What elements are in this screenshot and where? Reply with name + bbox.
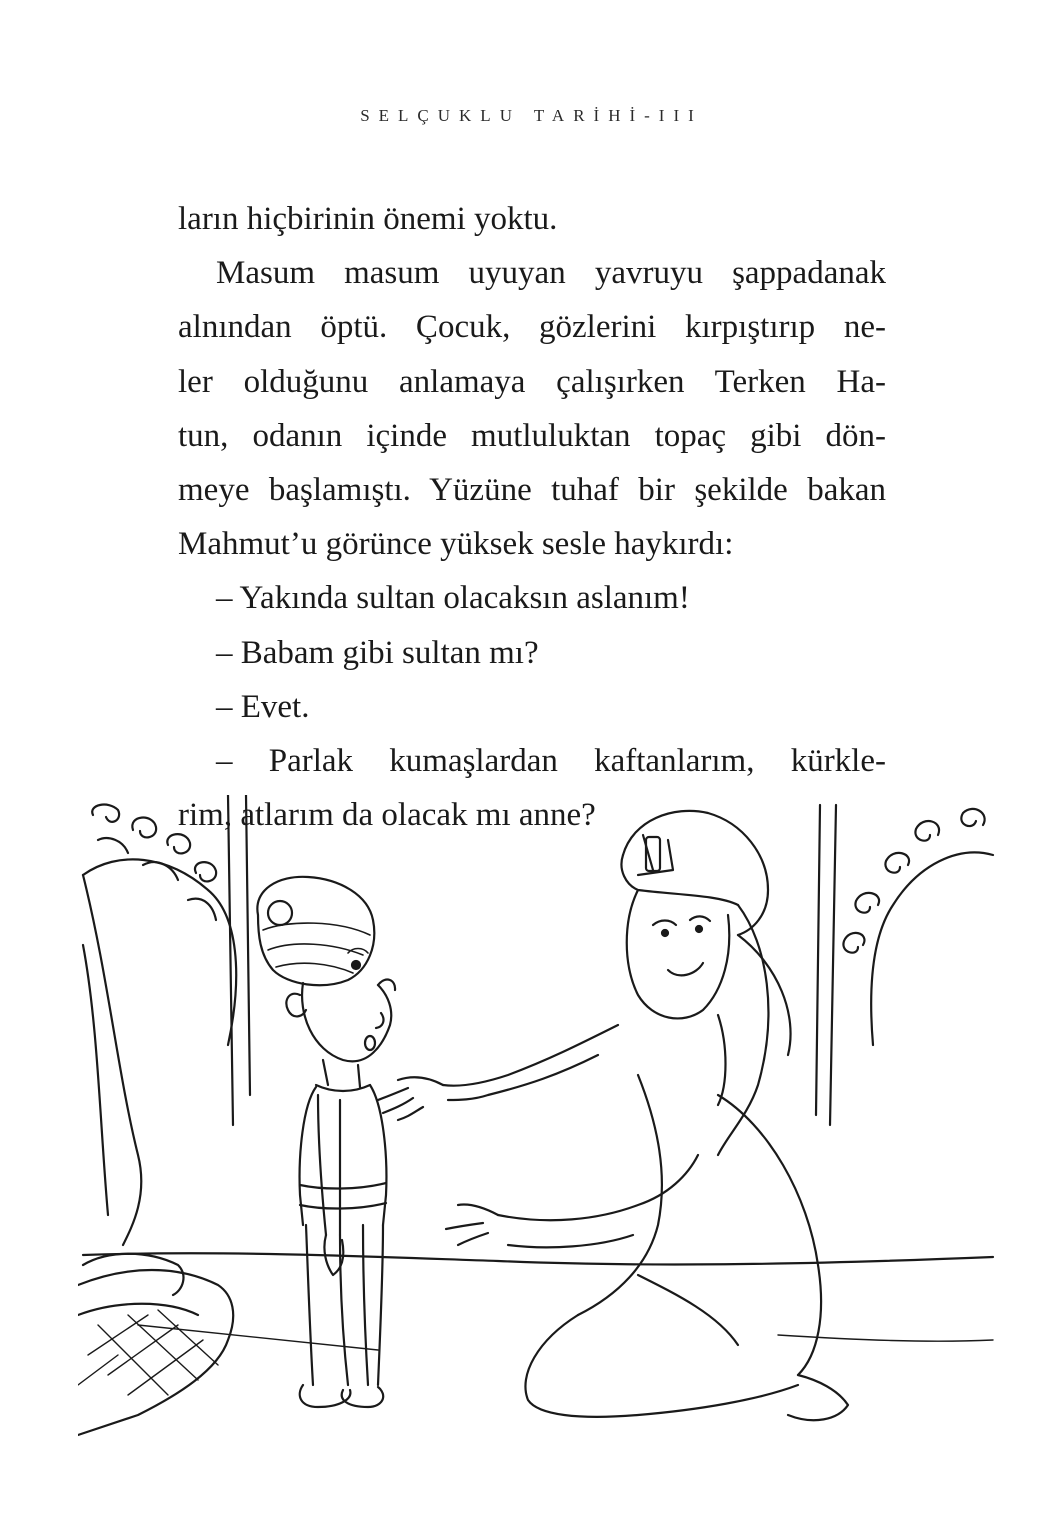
floor-cushion bbox=[78, 1254, 233, 1435]
left-arch-ornament bbox=[83, 795, 250, 1125]
story-illustration bbox=[78, 795, 998, 1445]
dialogue-line: – Yakında sultan olacaksın aslanım! bbox=[216, 580, 690, 617]
text-line: ler olduğunu anlamaya çalışırken Terken Ha- bbox=[178, 363, 886, 400]
text-line: Mahmut’u görünce yüksek sesle haykırdı: bbox=[178, 526, 734, 563]
right-arch-ornament bbox=[816, 805, 993, 1125]
dialogue-line: – Evet. bbox=[216, 688, 310, 725]
dialogue-line: rim, atlarım da olacak mı anne? bbox=[178, 797, 596, 834]
body-text bbox=[178, 192, 886, 842]
boy-figure bbox=[257, 877, 395, 1407]
floor-line bbox=[83, 1253, 993, 1264]
text-line: alnından öptü. Çocuk, gözlerini kırpıştırıp ne- bbox=[178, 309, 886, 346]
text-line: Masum masum uyuyan yavruyu şappadanak bbox=[216, 255, 886, 292]
text-line: tun, odanın içinde mutluluktan topaç gibi dön- bbox=[178, 417, 886, 454]
dialogue-line: – Babam gibi sultan mı? bbox=[216, 634, 539, 671]
mother-figure bbox=[378, 811, 848, 1420]
text-line: ların hiçbirinin önemi yoktu. bbox=[178, 201, 558, 237]
left-drape bbox=[83, 875, 141, 1245]
dialogue-line: – Parlak kumaşlardan kaftanlarım, kürkle- bbox=[216, 742, 886, 779]
running-header: SELÇUKLU TARİHİ-III bbox=[360, 106, 703, 125]
text-line: meye başlamıştı. Yüzüne tuhaf bir şekilde bakan bbox=[178, 471, 886, 508]
